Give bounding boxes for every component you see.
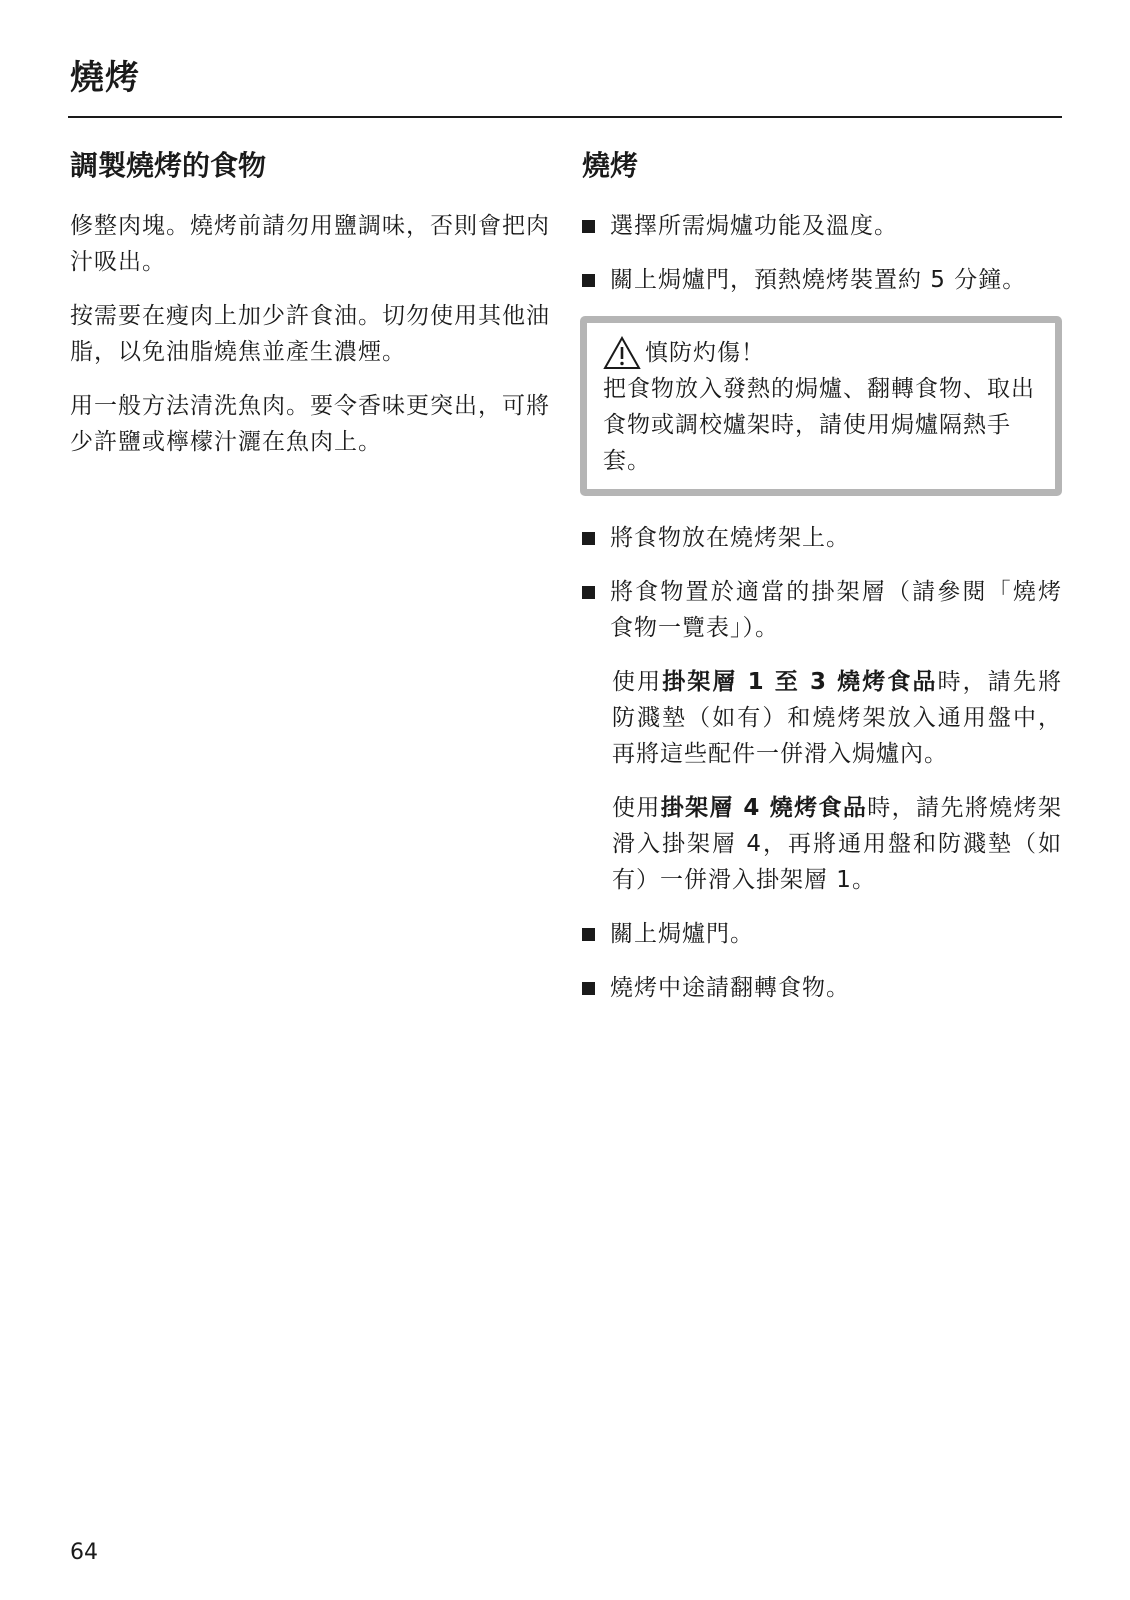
step-text: 將食物置於適當的掛架層（請參閱「燒烤食物一覽表」）。 bbox=[610, 579, 1062, 641]
instruction-step bbox=[582, 916, 1062, 952]
instruction-step bbox=[582, 208, 1062, 244]
shelf-note bbox=[582, 790, 1062, 898]
step-text: 關上焗爐門，預熱燒烤裝置約 5 分鐘。 bbox=[610, 267, 1027, 293]
paragraph: 用一般方法清洗魚肉。要令香味更突出，可將少許鹽或檸檬汁灑在魚肉上。 bbox=[70, 393, 550, 455]
instruction-step bbox=[582, 262, 1062, 298]
step-text: 選擇所需焗爐功能及溫度。 bbox=[610, 213, 898, 239]
note-emphasis: 掛架層 1 至 3 燒烤食品 bbox=[662, 669, 938, 695]
warning-triangle-icon bbox=[603, 336, 641, 370]
instruction-step bbox=[582, 970, 1062, 1006]
warning-box bbox=[580, 316, 1062, 496]
note-emphasis: 掛架層 4 燒烤食品 bbox=[660, 795, 868, 821]
step-text: 燒烤中途請翻轉食物。 bbox=[610, 975, 850, 1001]
square-bullet-icon bbox=[582, 982, 595, 995]
paragraph: 修整肉塊。燒烤前請勿用鹽調味，否則會把肉汁吸出。 bbox=[70, 213, 550, 275]
section-heading-grilling: 燒烤 bbox=[582, 149, 639, 182]
note-text: 時，請先將防濺墊（如有）和燒烤架放入通用盤中，再將這些配件一併滑入焗爐內。 bbox=[612, 669, 1062, 767]
step-text: 將食物放在燒烤架上。 bbox=[610, 525, 850, 551]
page-number: 64 bbox=[70, 1540, 98, 1565]
square-bullet-icon bbox=[582, 586, 595, 599]
shelf-note bbox=[582, 664, 1062, 772]
note-prefix: 使用 bbox=[612, 795, 661, 821]
warning-header bbox=[603, 335, 1039, 371]
step-text: 關上焗爐門。 bbox=[610, 921, 754, 947]
page-title: 燒烤 bbox=[70, 58, 140, 98]
section-heading-preparation: 調製燒烤的食物 bbox=[70, 149, 267, 182]
instruction-step bbox=[582, 520, 1062, 556]
square-bullet-icon bbox=[582, 928, 595, 941]
instruction-step bbox=[582, 574, 1062, 646]
paragraph: 按需要在瘦肉上加少許食油。切勿使用其他油脂，以免油脂燒焦並產生濃煙。 bbox=[70, 303, 550, 365]
note-text: 時，請先將燒烤架滑入掛架層 4，再將通用盤和防濺墊（如有）一併滑入掛架層 1。 bbox=[612, 795, 1063, 893]
square-bullet-icon bbox=[582, 274, 595, 287]
square-bullet-icon bbox=[582, 532, 595, 545]
left-column bbox=[70, 146, 550, 478]
header-divider bbox=[68, 116, 1062, 118]
right-column bbox=[582, 146, 1062, 1024]
warning-title: 慎防灼傷！ bbox=[645, 340, 765, 366]
note-prefix: 使用 bbox=[612, 669, 663, 695]
square-bullet-icon bbox=[582, 220, 595, 233]
warning-text: 把食物放入發熱的焗爐、翻轉食物、取出食物或調校爐架時，請使用焗爐隔熱手套。 bbox=[603, 376, 1035, 474]
